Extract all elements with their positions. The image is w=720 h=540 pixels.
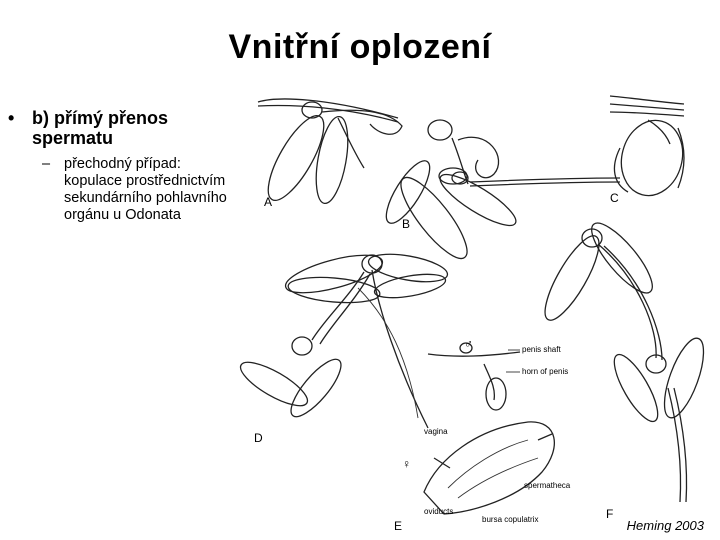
bullet-marker: • — [8, 108, 15, 128]
bullet-sub-text: přechodný případ: kopulace prostřednictvím sekundárního pohlavního orgánu u Odonata — [64, 156, 227, 223]
panel-label-e: E — [394, 519, 403, 533]
bullet-list — [8, 108, 228, 224]
drawing-c — [610, 96, 691, 202]
panel-label-f: F — [606, 507, 614, 521]
odonata-copulation-figure — [238, 88, 716, 538]
label-spermatheca: spermatheca — [524, 481, 571, 490]
label-bursa-copulatrix: bursa copulatrix — [482, 515, 539, 524]
drawing-penis-detail — [428, 343, 520, 410]
page-title: Vnitřní oplození — [228, 28, 492, 66]
bullet-item-sub — [42, 156, 228, 224]
label-horn-of-penis: horn of penis — [522, 367, 569, 376]
drawing-f — [536, 215, 712, 502]
drawing-b — [379, 120, 620, 267]
panel-label-c: C — [610, 191, 619, 205]
drawing-a — [258, 99, 402, 208]
label-oviducts: oviducts — [424, 507, 454, 516]
image-credit: Heming 2003 — [626, 518, 704, 533]
bullet-item-main — [8, 108, 228, 148]
panel-label-b: B — [402, 217, 411, 231]
label-vagina: vagina — [424, 427, 448, 436]
bullet-main-text: b) přímý přenos spermatu — [32, 108, 169, 148]
label-penis-shaft: penis shaft — [522, 345, 561, 354]
drawing-d — [238, 248, 449, 428]
dash-marker: – — [42, 156, 51, 172]
panel-label-a: A — [264, 195, 273, 209]
female-symbol: ♀ — [402, 457, 411, 471]
male-symbol: ♂ — [464, 337, 473, 351]
panel-label-d: D — [254, 431, 263, 445]
